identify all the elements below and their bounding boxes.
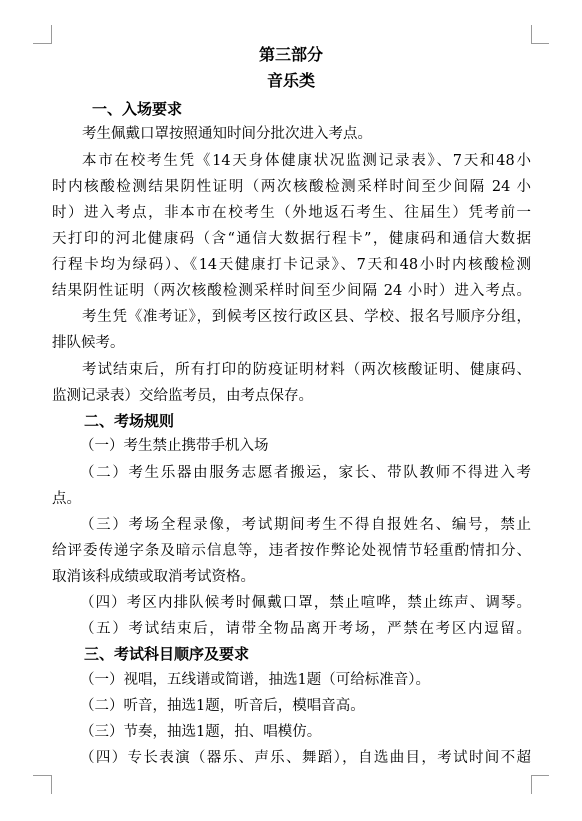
rule-item: （二）考生乐器由服务志愿者搬运，家长、带队教师不得进入考 [80, 465, 531, 481]
paragraph-line: 时内核酸检测结果阴性证明（两次核酸检测采样时间至少间隔 24 小 [52, 179, 531, 195]
section-heading-exam-subjects: 三、考试科目顺序及要求 [84, 645, 250, 663]
document-title: 第三部分 [258, 45, 323, 64]
rule-item: 给评委传递字条及暗示信息等，违者按作弊论处视情节轻重酌情扣分、 [52, 543, 531, 559]
rule-item: （一）考生禁止携带手机入场 [80, 438, 269, 454]
exam-subject-item: （一）视唱，五线谱或简谱，抽选1题（可给标准音）。 [80, 672, 430, 688]
paragraph-line: 监测记录表）交给监考员，由考点保存。 [52, 388, 313, 404]
crop-mark-bottom-left-v [51, 775, 52, 794]
paragraph-line: 本市在校考生凭《14天身体健康状况监测记录表》、7天和48小 [82, 153, 531, 169]
exam-subject-item: （三）节奏，抽选1题，拍、唱模仿。 [80, 724, 322, 740]
crop-mark-top-left-h [33, 43, 51, 44]
exam-subject-item: （二）听音，抽选1题，听音后，模唱音高。 [80, 698, 365, 714]
rule-item: （四）考区内排队候考时佩戴口罩，禁止喧哗，禁止练声、调琴。 [80, 595, 531, 611]
crop-mark-bottom-right-v [531, 775, 532, 794]
paragraph-line: 时）进入考点，非本市在校考生（外地返石考生、往届生）凭考前一 [52, 205, 531, 221]
exam-subject-item: （四）专长表演（器乐、声乐、舞蹈），自选曲目，考试时间不超 [80, 750, 531, 766]
crop-mark-top-left-v [51, 25, 52, 44]
crop-mark-bottom-right-h [531, 775, 549, 776]
paragraph-line: 排队候考。 [52, 335, 125, 351]
section-heading-exam-rules: 二、考场规则 [84, 412, 175, 430]
crop-mark-top-right-h [531, 43, 549, 44]
rule-item: 取消该科成绩或取消考试资格。 [52, 569, 255, 585]
paragraph-line: 考生凭《准考证》，到候考区按行政区县、学校、报名号顺序分组， [82, 309, 531, 325]
paragraph-line: 天打印的河北健康码（含“通信大数据行程卡”，健康码和通信大数据 [52, 231, 531, 247]
document-subtitle: 音乐类 [266, 71, 315, 90]
paragraph-line: 行程卡均为绿码）、《14天健康打卡记录》、7天和48小时内核酸检测 [52, 257, 531, 273]
rule-item: （三）考场全程录像，考试期间考生不得自报姓名、编号，禁止 [80, 517, 531, 533]
crop-mark-top-right-v [531, 25, 532, 44]
paragraph-line: 结果阴性证明（两次核酸检测采样时间至少间隔 24 小时）进入考点。 [52, 283, 531, 299]
section-heading-entry-requirements: 一、入场要求 [92, 100, 183, 118]
crop-mark-bottom-left-h [33, 775, 51, 776]
paragraph-line: 考生佩戴口罩按照通知时间分批次进入考点。 [82, 126, 372, 142]
rule-item: （五）考试结束后，请带全物品离开考场，严禁在考区内逗留。 [80, 621, 531, 637]
paragraph-line: 考试结束后，所有打印的防疫证明材料（两次核酸证明、健康码、 [82, 362, 531, 378]
rule-item: 点。 [52, 491, 81, 507]
